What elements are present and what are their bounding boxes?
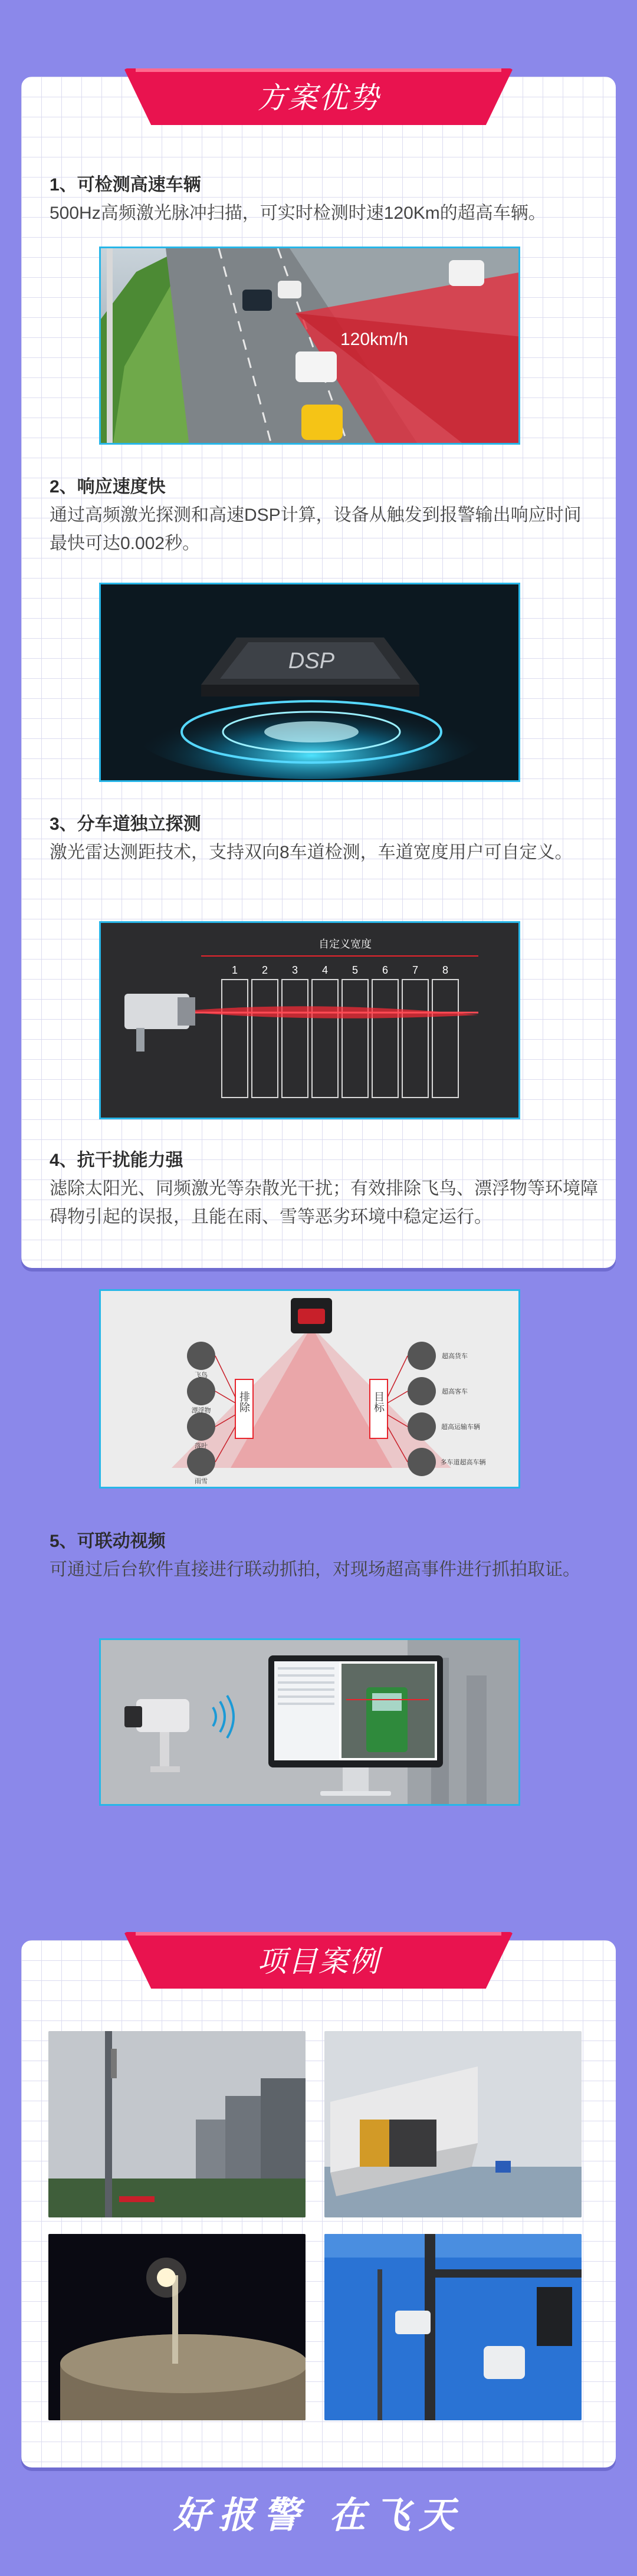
target-transport: 超高运输车辆: [441, 1424, 480, 1431]
speed-label: 120km/h: [340, 330, 409, 349]
footer-slogan: 好报警 在飞天: [173, 2493, 464, 2536]
lane-3: 3: [291, 964, 298, 976]
item3-image-lanes: [99, 921, 520, 1119]
item3-heading: 3、分车道独立探测: [50, 814, 201, 834]
item5-image-video-linkage: [99, 1638, 520, 1806]
lane-4: 4: [321, 964, 329, 976]
exclude-label: 排除: [238, 1391, 250, 1412]
exclude-leaves: 落叶: [195, 1443, 208, 1450]
item2-text: 通过高频激光探测和高速DSP计算，设备从触发到报警输出响应时间最快可达0.002秒。: [50, 505, 582, 553]
exclude-rain-snow: 雨雪: [195, 1478, 208, 1485]
lane-5: 5: [352, 964, 359, 976]
item4-heading: 4、抗干扰能力强: [50, 1151, 183, 1170]
target-label: 目标: [373, 1391, 385, 1412]
cases-title: 项目案例: [257, 1944, 380, 1979]
item2-image-dsp-chip: [99, 583, 520, 782]
case-photo-2: [324, 2031, 582, 2217]
case-photo-1: [48, 2031, 306, 2217]
exclude-bird: 飞鸟: [195, 1372, 208, 1379]
case-photo-4: [324, 2234, 582, 2420]
advantages-banner: [124, 65, 513, 130]
item1-text: 500Hz高频激光脉冲扫描，可实时检测时速120Km的超高车辆。: [50, 203, 546, 223]
lane-1: 1: [231, 964, 238, 976]
item4-text: 滤除太阳光、同频激光等杂散光干扰；有效排除飞鸟、漂浮物等环境障碍物引起的误报，且能在雨、雪等恶劣环境中稳定运行。: [50, 1179, 598, 1227]
target-bus: 超高客车: [442, 1388, 468, 1395]
lane-width-label: 自定义宽度: [318, 938, 372, 950]
target-truck: 超高货车: [442, 1353, 468, 1360]
lane-7: 7: [412, 964, 419, 976]
item4-image-anti-interference: [99, 1289, 520, 1489]
item3-text: 激光雷达测距技术，支持双向8车道检测，车道宽度用户可自定义。: [50, 843, 573, 862]
case-photo-3: [48, 2234, 306, 2420]
exclude-floating: 漂浮物: [191, 1407, 211, 1414]
item1-heading: 1、可检测高速车辆: [50, 175, 201, 195]
item5-text: 可通过后台软件直接进行联动抓拍，对现场超高事件进行抓拍取证。: [50, 1560, 580, 1579]
target-multilane: 多车道超高车辆: [440, 1459, 486, 1466]
cases-banner: [124, 1928, 513, 1993]
lane-2: 2: [261, 964, 268, 976]
item5-heading: 5、可联动视频: [50, 1532, 166, 1551]
advantages-title: 方案优势: [257, 81, 380, 115]
lane-6: 6: [382, 964, 389, 976]
item2-heading: 2、响应速度快: [50, 477, 166, 497]
item1-image-highway: [99, 247, 520, 445]
lane-8: 8: [442, 964, 449, 976]
dsp-label: DSP: [288, 649, 335, 673]
